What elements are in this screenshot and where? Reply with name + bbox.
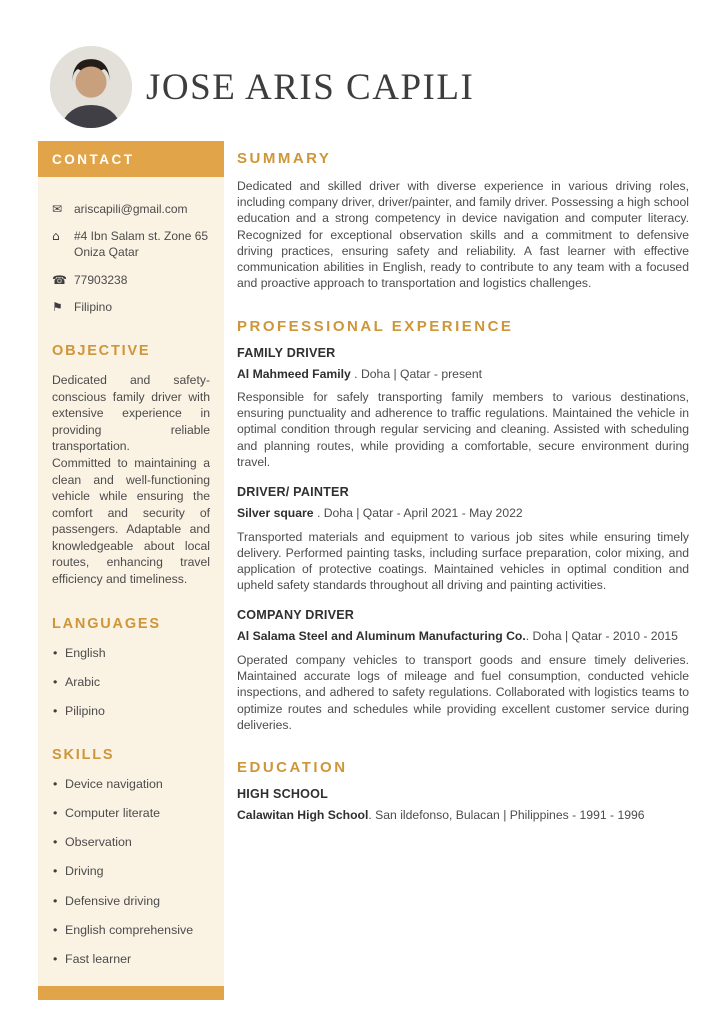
job-meta: . Doha | Qatar - April 2021 - May 2022 [313,506,523,521]
job-role: FAMILY DRIVER [237,345,336,360]
skill-item: • Driving [52,863,210,879]
objective-title: OBJECTIVE [52,342,151,359]
experience-entry [237,485,689,593]
languages-list [52,645,210,719]
education-entry [237,787,689,823]
job-meta: . Doha | Qatar - present [350,366,482,381]
experience-section [237,318,689,733]
objective-paragraph: Committed to maintaining a clean and well-functioning vehicle while ensuring the comfort and security of passengers. Adaptable and knowledgeable about local routes, enhancing travel efficiency and timeliness. [52,455,210,587]
contact-item-email [52,201,210,217]
job-company: Al Mahmeed Family [237,366,351,381]
job-meta: . Doha | Qatar - 2010 - 2015 [525,629,678,644]
job-description: Responsible for safely transporting family members to various destinations, ensuring punctuality and adherence to traffic regulations. Maintained the vehicle in optimal condition through regular servicing and cleaning. Assisted with scheduling and planning routes, while providing a comfortable, secure environment during travel. [237,390,689,469]
summary-section [237,150,689,292]
objective-text [52,372,210,588]
home-icon: ⌂ [52,229,60,244]
skill-item: • Computer literate [52,805,210,821]
experience-entry [237,608,689,733]
skills-title: SKILLS [52,747,115,764]
job-company-line [237,505,689,521]
main-content [237,150,689,849]
education-level: HIGH SCHOOL [237,787,329,801]
phone-icon: ☎ [52,272,67,287]
skill-item: • English comprehensive [52,922,210,938]
contact-item-nationality [52,299,210,315]
school-name: Calawitan High School [237,808,369,822]
education-school-line [237,807,689,823]
contact-section-title: CONTACT [38,141,224,177]
profile-photo [50,46,132,128]
contact-item-text: 77903238 [74,272,128,287]
contact-item-address [52,228,210,260]
skill-item: • Defensive driving [52,893,210,909]
education-section [237,759,689,823]
page-title: JOSE ARIS CAPILI [146,66,475,108]
flag-icon: ⚑ [52,299,63,314]
job-company-line [237,628,689,644]
languages-title: LANGUAGES [52,615,161,632]
language-item: • Arabic [52,674,210,690]
skill-item: • Fast learner [52,951,210,967]
job-description: Transported materials and equipment to various job sites while ensuring timely delivery. Performed painting tasks, including surface preparation, color mixing, and application of protective coatings. Maintained vehicles in optimal condition and upheld safety standards throughout all driving and painting activities. [237,529,689,593]
job-company: Al Salama Steel and Aluminum Manufacturing Co. [237,629,526,644]
education-meta: . San ildefonso, Bulacan | Philippines - 1991 - 1996 [368,808,645,822]
summary-title: SUMMARY [237,150,332,167]
education-title: EDUCATION [237,759,348,776]
profile-photo-placeholder [50,46,132,128]
contact-item-text: ariscapili@gmail.com [74,202,188,216]
header [50,46,684,128]
experience-entry [237,346,689,471]
skill-item: • Device navigation [52,776,210,792]
job-description: Operated company vehicles to transport goods and ensure timely deliveries. Maintained accurate logs of mileage and fuel consumption, conducted vehicle inspections, and adhered to safety regulations. Collaborated with logistics teams to optimize routes and schedules while providing excellent customer service during deliveries. [237,652,689,732]
contact-item-phone [52,272,210,288]
sidebar-bottom-bar [38,986,224,1000]
job-role: DRIVER/ PAINTER [237,485,349,500]
envelope-icon: ✉ [52,202,63,216]
contact-item-text: #4 Ibn Salam st. Zone 65 Oniza Qatar [74,229,209,260]
contact-item-text: Filipino [74,299,113,314]
skills-list [52,776,210,967]
job-role: COMPANY DRIVER [237,608,355,623]
sidebar-body [38,177,224,986]
experience-title: PROFESSIONAL EXPERIENCE [237,317,514,335]
job-company: Silver square [237,506,314,521]
skill-item: • Observation [52,834,210,850]
summary-text: Dedicated and skilled driver with diverse experience in various driving roles, including company driver, driver/painter, and family driver. Possessing a high school education and a strong competency in device navigation and computer literacy. Recognized for exceptional observation skills and a commitment to defensive driving practices, ensuring safety and reliability. A fast learner with effective communication abilities in English, ready to contribute to any team with a focused and proactive approach to transportation and logistics challenges. [237,179,689,291]
sidebar [38,141,224,1000]
objective-paragraph: Dedicated and safety-conscious family driver with extensive experience in providing reliable transportation. [52,372,210,454]
job-company-line [237,366,689,382]
language-item: • English [52,645,210,661]
contact-list [52,201,210,315]
language-item: • Pilipino [52,703,210,719]
